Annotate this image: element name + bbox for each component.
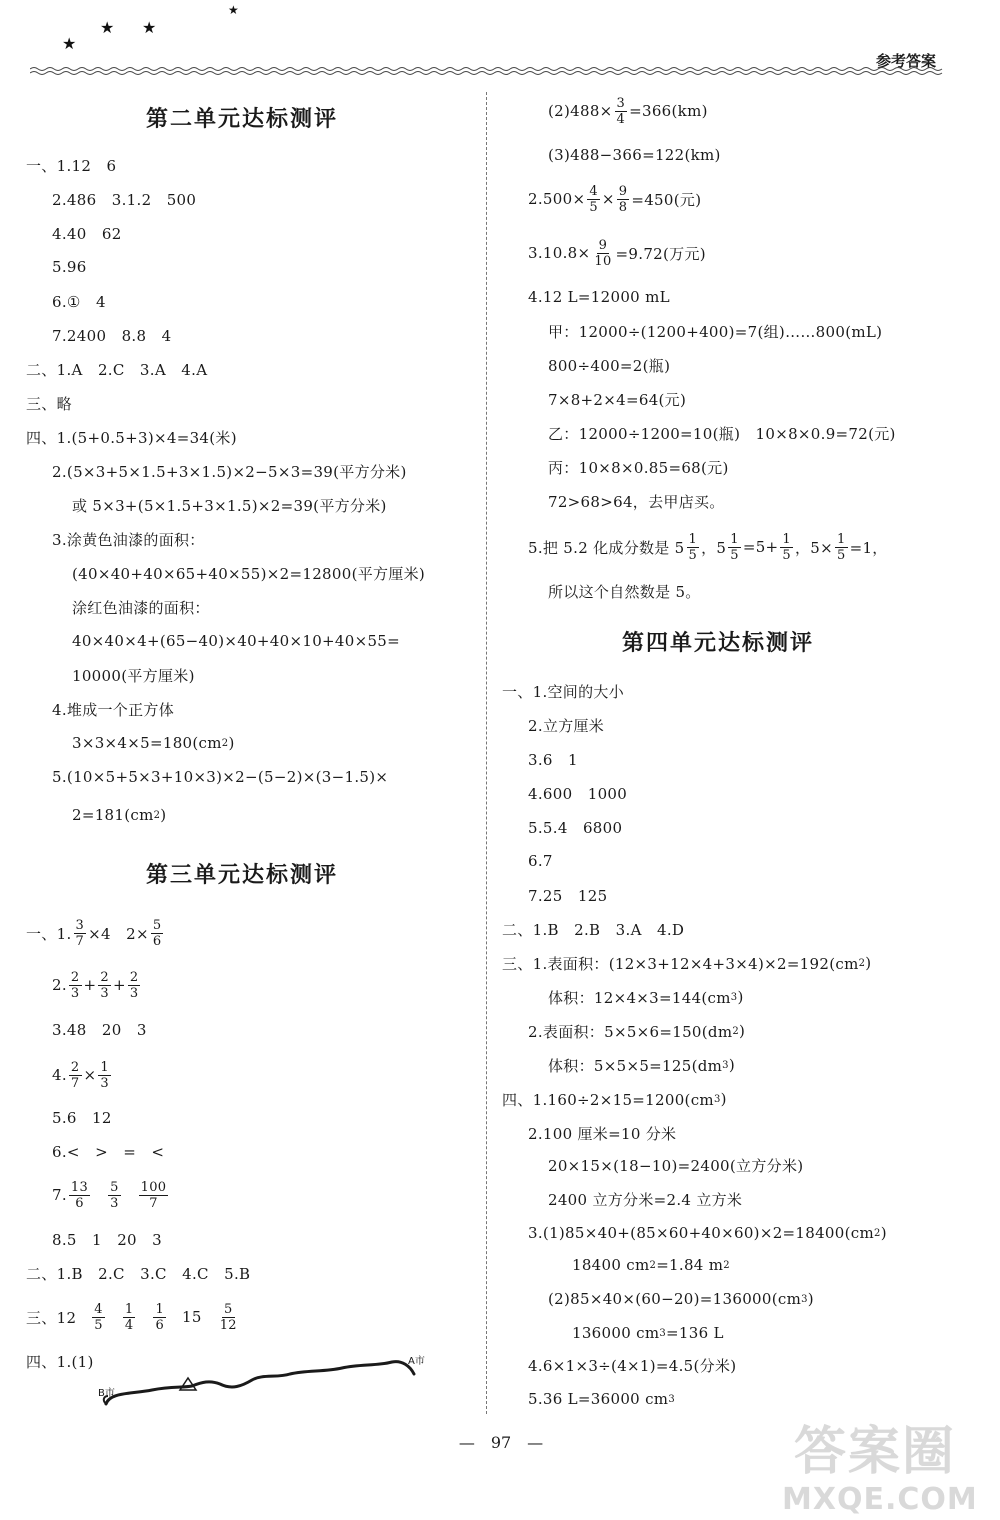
fraction <box>92 1303 105 1332</box>
answer-line: 2.(5×3+5×1.5+3×1.5)×2−5×3=39(平方分米) <box>52 462 407 481</box>
answer-line <box>528 1218 887 1248</box>
denominator: 3 <box>100 985 109 1001</box>
answer-text: 2.表面积：5×5×6=150(dm <box>528 1022 733 1041</box>
numerator: 9 <box>598 237 608 253</box>
denominator: 6 <box>152 933 162 949</box>
fraction <box>218 1303 239 1332</box>
numerator: 1 <box>124 1301 134 1317</box>
answer-line <box>26 918 165 948</box>
answer-text: 18400 cm <box>572 1256 650 1274</box>
denominator: 7 <box>70 1075 80 1091</box>
superscript: 3 <box>668 1393 675 1405</box>
denominator: 4 <box>616 111 626 127</box>
fraction <box>139 1181 169 1210</box>
answer-text: ) <box>807 1290 814 1308</box>
answer-text: ) <box>160 806 167 824</box>
fraction <box>615 97 628 126</box>
answer-line: (3)488−366=122(km) <box>548 146 721 164</box>
answer-line: 72>68>64，去甲店买。 <box>548 492 725 511</box>
answer-line: 800÷400=2(瓶) <box>548 356 671 375</box>
numerator: 2 <box>129 969 139 985</box>
answer-text: ) <box>720 1090 727 1108</box>
answer-line: 2400 立方分米=2.4 立方米 <box>548 1190 743 1209</box>
answer-line: 三、略 <box>26 394 72 413</box>
answer-line: 四、1.(5+0.5+3)×4=34(米) <box>26 428 237 447</box>
numerator: 2 <box>70 1059 80 1075</box>
answer-line <box>52 1060 113 1090</box>
answer-line <box>548 96 708 126</box>
answer-line: 所以这个自然数是 5。 <box>548 582 701 601</box>
star-icon: ★ <box>142 18 157 37</box>
answer-line: 4.40 62 <box>52 224 122 243</box>
fraction <box>69 971 82 1000</box>
answer-line <box>26 1302 241 1332</box>
denominator: 10 <box>594 253 612 269</box>
answer-text: ) <box>728 1056 735 1074</box>
answer-line: 3.6 1 <box>528 750 578 769</box>
fraction <box>69 1181 90 1210</box>
fraction <box>780 533 793 562</box>
answer-line <box>528 238 706 268</box>
denominator: 5 <box>589 199 598 215</box>
answer-text: 四、1.160÷2×15=1200(cm <box>502 1090 714 1109</box>
denominator: 6 <box>155 1317 165 1333</box>
answer-line <box>72 728 235 758</box>
answer-text: ) <box>737 988 744 1006</box>
answer-line: 7.25 125 <box>528 886 608 905</box>
route-sketch <box>92 1352 444 1416</box>
answer-line <box>52 970 142 1000</box>
watermark-url: MXQE.COM <box>782 1482 978 1517</box>
superscript: 2 <box>649 1259 657 1271</box>
fraction <box>617 185 630 214</box>
answer-text: 体积：12×4×3=144(cm <box>548 988 731 1007</box>
answer-text: ) <box>880 1224 887 1242</box>
answer-line: 7×8+2×4=64(元) <box>548 390 687 409</box>
answer-line: 8.5 1 20 3 <box>52 1230 163 1249</box>
fraction <box>687 533 700 562</box>
superscript: 3 <box>722 1059 729 1071</box>
route-line <box>92 1352 444 1416</box>
star-icon: ★ <box>228 3 239 17</box>
superscript: 2 <box>153 809 161 821</box>
answer-text: 3.(1)85×40+(85×60+40×60)×2=18400(cm <box>528 1224 875 1242</box>
numerator: 4 <box>94 1301 103 1317</box>
answer-line: 4.600 1000 <box>528 784 628 803</box>
denominator: 7 <box>75 933 85 949</box>
answer-text: =1， <box>849 538 888 557</box>
superscript: 2 <box>874 1227 881 1239</box>
answer-line: 20×15×(18−10)=2400(立方分米) <box>548 1156 804 1175</box>
answer-line <box>528 184 701 214</box>
header-label: 参考答案 <box>875 52 936 70</box>
numerator: 4 <box>589 183 598 199</box>
answer-text: 7. <box>52 1186 67 1204</box>
answer-line: 3.涂黄色油漆的面积： <box>52 530 205 549</box>
answer-text: 136000 cm <box>572 1324 660 1342</box>
plus-sign: + <box>83 976 97 994</box>
map-label-a: A市 <box>408 1356 425 1367</box>
times-sign: × <box>83 1066 97 1084</box>
answer-line <box>548 1050 735 1080</box>
fraction <box>835 533 848 562</box>
answer-text: (2)488× <box>548 102 613 120</box>
numerator: 1 <box>782 531 791 547</box>
answer-line: 5.5.4 6800 <box>528 818 623 837</box>
answer-line <box>502 1084 727 1114</box>
fraction <box>128 971 141 1000</box>
answer-text: =9.72(万元) <box>615 244 706 263</box>
answer-text: ×4 2× <box>88 924 149 943</box>
times-sign: × <box>601 190 615 208</box>
answer-line: 5.96 <box>52 258 87 276</box>
numerator: 3 <box>75 917 85 933</box>
fraction <box>153 1303 166 1332</box>
denominator: 6 <box>75 1195 84 1211</box>
superscript: 2 <box>732 1025 740 1037</box>
fraction <box>151 919 164 948</box>
numerator: 9 <box>618 183 628 199</box>
answer-line: 涂红色油漆的面积： <box>72 598 210 617</box>
answer-text: 2. <box>52 976 67 994</box>
answer-line <box>52 1180 170 1210</box>
answer-text: =366(km) <box>629 102 708 120</box>
numerator: 5 <box>224 1301 233 1317</box>
denominator: 5 <box>688 547 698 563</box>
denominator: 8 <box>618 199 628 215</box>
answer-text: 三、12 <box>26 1308 77 1327</box>
denominator: 5 <box>730 547 739 563</box>
answer-text: 5.36 L=36000 cm <box>528 1390 669 1408</box>
answer-line: 甲：12000÷(1200+400)=7(组)……800(mL) <box>548 322 883 341</box>
answer-line <box>528 532 888 562</box>
answer-line: 3.48 20 3 <box>52 1020 147 1039</box>
fraction <box>728 533 741 562</box>
header-wavy-line <box>30 66 945 76</box>
answer-line <box>502 948 871 978</box>
superscript: 3 <box>713 1093 721 1105</box>
answer-text: ) <box>739 1022 746 1040</box>
denominator: 5 <box>94 1317 103 1333</box>
answer-text: =1.84 m <box>656 1256 724 1274</box>
answer-text: 体积：5×5×5=125(dm <box>548 1056 723 1075</box>
section3-title: 第三单元达标测评 <box>146 863 339 888</box>
answer-line: 4.6×1×3÷(4×1)=4.5(分米) <box>528 1356 737 1375</box>
answer-text: ) <box>228 734 235 752</box>
denominator: 3 <box>129 985 139 1001</box>
answer-line: 二、1.A 2.C 3.A 4.A <box>26 360 208 379</box>
answer-text: ，5× <box>795 538 834 557</box>
fraction <box>592 239 613 268</box>
answer-text: 一、1. <box>26 924 72 943</box>
fraction <box>69 1061 82 1090</box>
denominator: 3 <box>100 1075 109 1091</box>
plus-sign: + <box>112 976 126 994</box>
answer-line: 6.① 4 <box>52 292 106 311</box>
answer-line: 二、1.B 2.B 3.A 4.D <box>502 920 685 939</box>
denominator: 5 <box>782 547 791 563</box>
fraction <box>123 1303 136 1332</box>
answer-line <box>528 1384 675 1414</box>
answer-line <box>548 982 744 1012</box>
numerator: 2 <box>70 969 80 985</box>
answer-text: 2.500× <box>528 190 586 208</box>
denominator: 12 <box>219 1317 237 1333</box>
answer-line <box>572 1250 730 1280</box>
answer-line: 二、1.B 2.C 3.C 4.C 5.B <box>26 1264 251 1283</box>
answer-line: 2.486 3.1.2 500 <box>52 190 197 209</box>
numerator: 1 <box>688 531 698 547</box>
answer-line: 一、1.12 6 <box>26 156 117 175</box>
numerator: 1 <box>155 1301 165 1317</box>
answer-text: 三、1.表面积：(12×3+12×4+3×4)×2=192(cm <box>502 954 859 973</box>
answer-line: 2.100 厘米=10 分米 <box>528 1124 677 1143</box>
answer-line: 10000(平方厘米) <box>72 666 195 685</box>
page-number: — 97 — <box>458 1433 544 1452</box>
denominator: 3 <box>70 985 80 1001</box>
answer-line: 6.< > = < <box>52 1142 165 1161</box>
fraction <box>98 971 111 1000</box>
answer-line <box>72 800 166 830</box>
answer-text: 3×3×4×5=180(cm <box>72 734 222 752</box>
answer-line: 5.(10×5+5×3+10×3)×2−(5−2)×(3−1.5)× <box>52 768 389 786</box>
watermark <box>760 1420 990 1516</box>
answer-text: =5+ <box>742 538 779 556</box>
denominator: 7 <box>149 1195 158 1211</box>
fraction <box>587 185 600 214</box>
answer-line: 丙：10×8×0.85=68(元) <box>548 458 729 477</box>
numerator: 13 <box>70 1179 89 1195</box>
answer-text: =136 L <box>666 1324 724 1342</box>
answer-text: 2=181(cm <box>72 806 154 824</box>
numerator: 5 <box>152 917 162 933</box>
numerator: 1 <box>730 531 739 547</box>
fraction <box>108 1181 121 1210</box>
map-label-b: B市 <box>98 1388 115 1399</box>
watermark-text: 答案圈 <box>794 1422 957 1482</box>
answer-text: (2)85×40×(60−20)=136000(cm <box>548 1290 802 1308</box>
superscript: 2 <box>723 1259 730 1271</box>
numerator: 2 <box>100 969 109 985</box>
denominator: 4 <box>124 1317 134 1333</box>
answer-line: 7.2400 8.8 4 <box>52 326 172 345</box>
answer-line: 一、1.空间的大小 <box>502 682 625 701</box>
answer-line: 乙：12000÷1200=10(瓶) 10×8×0.9=72(元) <box>548 424 896 443</box>
answer-line: 4.12 L=12000 mL <box>528 288 670 306</box>
numerator: 1 <box>100 1059 109 1075</box>
superscript: 3 <box>801 1293 808 1305</box>
section2-title: 第二单元达标测评 <box>146 107 339 132</box>
answer-text: 15 <box>182 1308 202 1326</box>
answer-text: =450(元) <box>631 190 702 209</box>
superscript: 3 <box>730 991 738 1003</box>
numerator: 1 <box>837 531 846 547</box>
section4-title: 第四单元达标测评 <box>622 631 815 656</box>
numerator: 5 <box>110 1179 119 1195</box>
numerator: 100 <box>140 1179 167 1195</box>
answer-line: 2.立方厘米 <box>528 716 605 735</box>
superscript: 3 <box>659 1327 667 1339</box>
header-stars <box>60 0 260 55</box>
answer-text: 4. <box>52 1066 67 1084</box>
answer-text: ，5 <box>701 538 727 557</box>
column-divider <box>486 92 487 1414</box>
star-icon: ★ <box>100 18 115 37</box>
answer-text: 5.把 5.2 化成分数是 5 <box>528 538 685 557</box>
fraction <box>74 919 87 948</box>
answer-line: 或 5×3+(5×1.5+3×1.5)×2=39(平方分米) <box>72 496 387 515</box>
superscript: 2 <box>858 957 866 969</box>
denominator: 3 <box>110 1195 119 1211</box>
answer-line: (40×40+40×65+40×55)×2=12800(平方厘米) <box>72 564 426 583</box>
answer-text: 3.10.8× <box>528 244 591 262</box>
answer-text: ) <box>865 954 872 972</box>
answer-line: 40×40×4+(65−40)×40+40×10+40×55= <box>72 632 401 650</box>
denominator: 5 <box>837 547 846 563</box>
answer-line: 4.堆成一个正方体 <box>52 700 175 719</box>
answer-line <box>528 1016 745 1046</box>
answer-line: 6.7 <box>528 852 553 870</box>
answer-line: 5.6 12 <box>52 1108 112 1127</box>
answer-line: 四、1.(1) <box>26 1352 94 1371</box>
answer-line <box>548 1284 814 1314</box>
answer-line <box>572 1318 724 1348</box>
superscript: 2 <box>221 737 229 749</box>
star-icon: ★ <box>62 34 77 53</box>
fraction <box>98 1061 111 1090</box>
numerator: 3 <box>616 95 626 111</box>
